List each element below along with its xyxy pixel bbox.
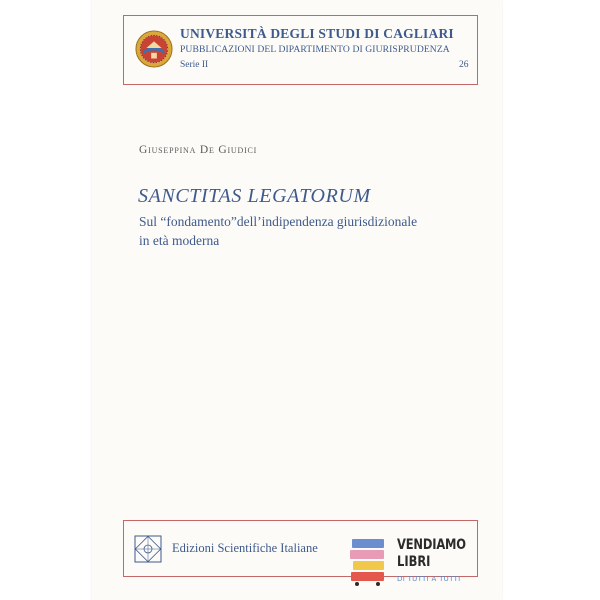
book-subtitle — [139, 212, 417, 250]
book-cover — [92, 0, 502, 600]
books-stack-icon — [350, 535, 386, 587]
watermark-tagline: DI TUTTI A TUTTI — [397, 575, 461, 583]
subtitle-line-2: in età moderna — [139, 233, 220, 248]
publisher-logo-icon — [134, 535, 162, 563]
university-seal-icon — [135, 30, 173, 68]
volume-number: 26 — [459, 60, 469, 70]
book-title: SANCTITAS LEGATORUM — [138, 185, 371, 207]
author-name: Giuseppina De Giudici — [139, 144, 258, 156]
university-name: UNIVERSITÀ DEGLI STUDI DI CAGLIARI — [180, 26, 454, 41]
subtitle-line-1: Sul “fondamento”dell’indipendenza giurisdizionale — [139, 214, 418, 229]
series-label: Serie II — [180, 60, 209, 70]
watermark-word-2: LIBRI — [397, 554, 431, 570]
publisher-name: Edizioni Scientifiche Italiane — [172, 541, 318, 555]
watermark-word-1: VENDIAMO — [397, 537, 466, 553]
department-name: PUBBLICAZIONI DEL DIPARTIMENTO DI GIURISPRUDENZA — [180, 44, 450, 55]
